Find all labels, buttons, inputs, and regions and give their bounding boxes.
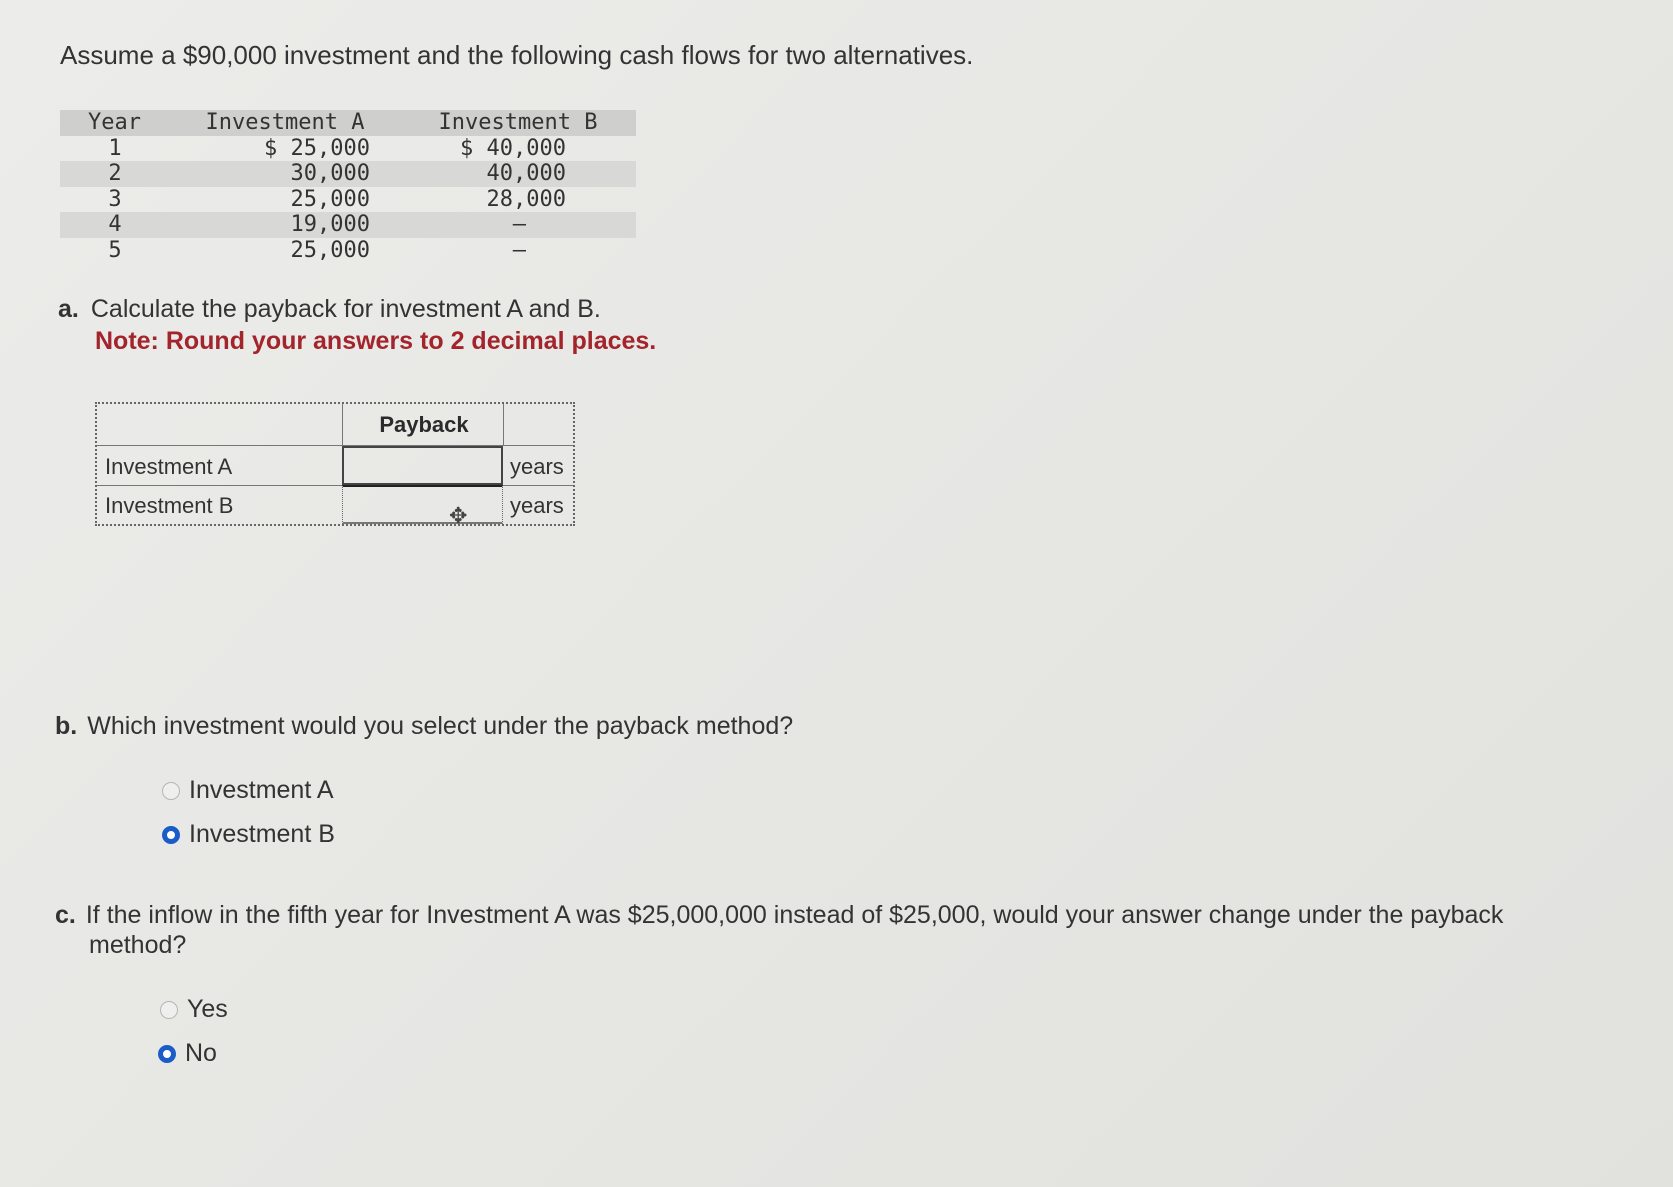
cash-flow-row <box>60 238 636 264</box>
option-label: No <box>185 1039 217 1067</box>
part-a-question <box>58 295 601 324</box>
part-b-text: Which investment would you select under the payback method? <box>87 712 794 740</box>
option-investment-b[interactable] <box>162 820 335 849</box>
payback-row-investment-a <box>97 446 573 486</box>
cash-flow-header <box>60 110 636 136</box>
option-label: Yes <box>187 995 228 1023</box>
year-cell: 2 <box>108 161 122 186</box>
cash-flow-row <box>60 161 636 187</box>
payback-row-investment-b <box>97 485 573 524</box>
radio-selected-icon[interactable] <box>158 1045 176 1063</box>
part-a-label: a. <box>58 295 79 323</box>
investment-a-cell: 25,000 <box>290 237 370 263</box>
investment-b-cell: $ 40,000 <box>460 135 566 161</box>
investment-b-cell: 28,000 <box>486 186 566 212</box>
radio-selected-icon[interactable] <box>162 826 180 844</box>
part-b-label: b. <box>55 712 78 740</box>
intro-text: Assume a $90,000 investment and the following cash flows for two alternatives. <box>60 40 974 70</box>
part-b-question <box>55 712 793 741</box>
option-label: Investment B <box>189 820 335 848</box>
option-label: Investment A <box>189 776 334 804</box>
option-no[interactable] <box>158 1039 217 1068</box>
payback-header-row <box>97 404 573 446</box>
investment-a-header: Investment A <box>205 110 365 135</box>
part-c-text-continued: method? <box>89 931 187 959</box>
unit-label: years <box>510 454 564 479</box>
row-label: Investment A <box>105 454 233 479</box>
payback-column-header: Payback <box>379 412 469 437</box>
unit-label: years <box>510 493 564 518</box>
investment-b-header: Investment B <box>438 110 598 135</box>
cash-flow-row <box>60 136 636 162</box>
investment-b-cell: – <box>512 212 526 237</box>
radio-unselected-icon[interactable] <box>162 782 180 800</box>
year-cell: 1 <box>108 135 122 161</box>
investment-a-cell: 19,000 <box>290 212 370 237</box>
part-c-text: If the inflow in the fifth year for Investment A was $25,000,000 instead of $25,000, would your answer change under the payback <box>85 901 1504 929</box>
cash-flow-table <box>60 110 636 263</box>
investment-a-cell: 25,000 <box>290 186 370 212</box>
part-a-text: Calculate the payback for investment A and B. <box>90 295 601 323</box>
investment-a-cell: $ 25,000 <box>264 135 370 161</box>
year-cell: 4 <box>108 212 122 237</box>
payback-b-input[interactable] <box>342 485 503 524</box>
radio-unselected-icon[interactable] <box>160 1001 178 1019</box>
year-cell: 5 <box>108 237 122 263</box>
investment-a-cell: 30,000 <box>290 161 370 186</box>
row-label: Investment B <box>105 493 234 518</box>
rounding-note: Note: Round your answers to 2 decimal places. <box>95 327 657 355</box>
option-investment-a[interactable] <box>162 776 334 805</box>
cash-flow-row <box>60 187 636 213</box>
option-yes[interactable] <box>160 995 228 1024</box>
move-cursor-icon: ✥ <box>449 503 468 528</box>
cash-flow-row <box>60 212 636 238</box>
year-header: Year <box>88 110 141 135</box>
part-c-question <box>55 900 1645 960</box>
payback-answer-table <box>95 402 575 526</box>
payback-a-input[interactable] <box>342 446 503 485</box>
investment-b-cell: – <box>512 237 526 263</box>
year-cell: 3 <box>108 186 122 212</box>
part-c-label: c. <box>55 901 76 929</box>
investment-b-cell: 40,000 <box>486 161 566 186</box>
